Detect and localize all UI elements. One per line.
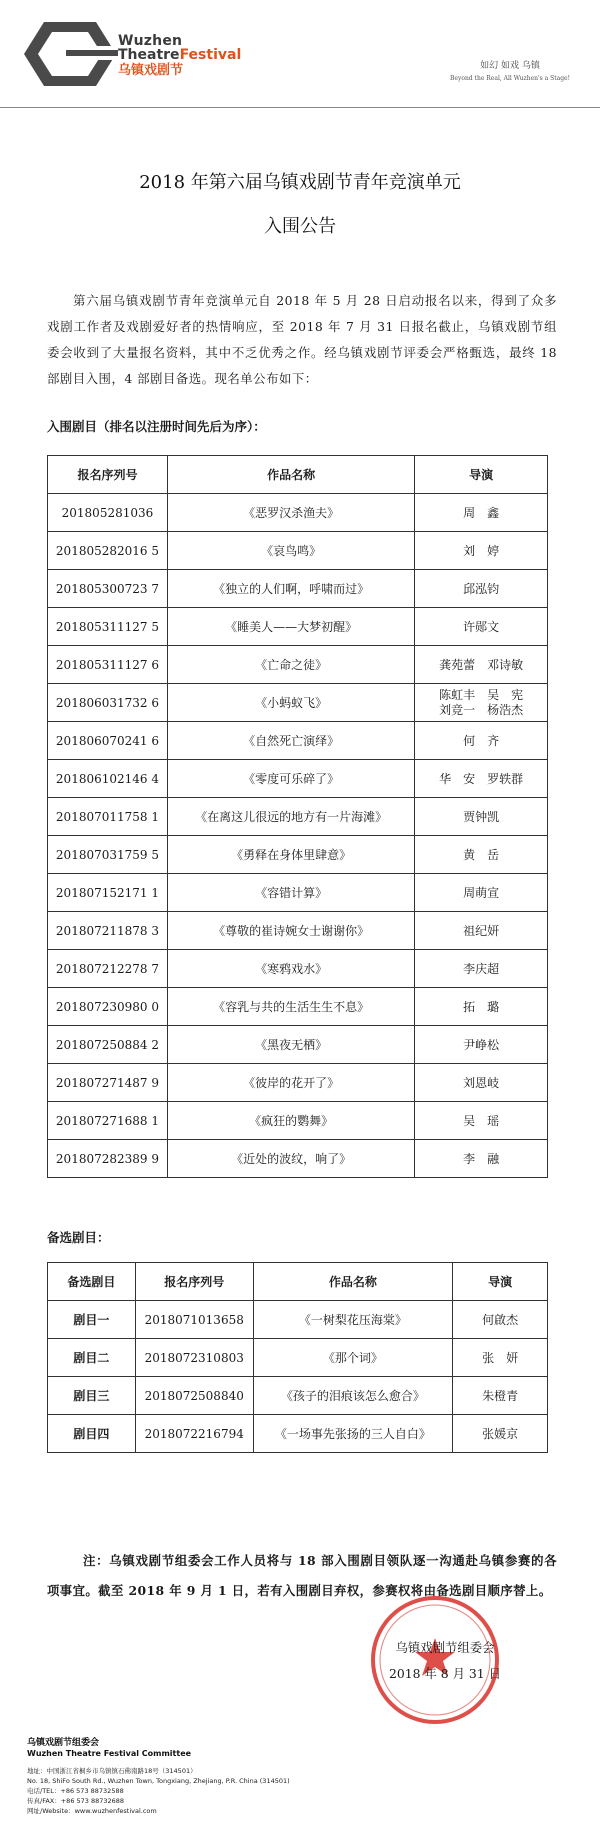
footer-org-cn: 乌镇戏剧节组委会 [27,1738,100,1748]
director-cell: 刘 婷 [415,532,548,570]
slogan [450,58,570,82]
footer-fax: 传真/FAX：+86 573 88732688 [27,1797,125,1805]
footer-org-en: Wuzhen Theatre Festival Committee [27,1749,192,1758]
title-cell: 《容错计算》 [167,874,414,912]
table-row [48,760,548,798]
director-cell: 李庆超 [415,950,548,988]
title-cell: 《勇释在身体里肆意》 [167,836,414,874]
title-cell: 《一树梨花压海棠》 [253,1301,452,1339]
title-cell: 《恶罗汉杀渔夫》 [167,494,414,532]
serial-cell: 201807230980 0 [48,988,168,1026]
slogan-en: Beyond the Real, All Wuzhen's a Stage! [449,75,570,82]
director-cell: 张 妍 [453,1339,548,1377]
header-title: 作品名称 [253,1263,452,1301]
director-cell: 贾钟凯 [415,798,548,836]
alternate-label-cell: 剧目四 [48,1415,136,1453]
title-cell: 《在离这儿很远的地方有一片海滩》 [167,798,414,836]
title-cell: 《容乳与共的生活生生不息》 [167,988,414,1026]
table-row [48,988,548,1026]
table-header-row [48,456,548,494]
title-cell: 《疯狂的鹦舞》 [167,1102,414,1140]
title-cell: 《彼岸的花开了》 [167,1064,414,1102]
serial-cell: 201805311127 6 [48,646,168,684]
table-row [48,798,548,836]
serial-cell: 201805300723 7 [48,570,168,608]
footer [27,1735,290,1816]
director-cell: 张媛京 [453,1415,548,1453]
logo-wordmark [118,34,241,78]
serial-cell: 201807271487 9 [48,1064,168,1102]
table-row [48,836,548,874]
table-row [48,1377,548,1415]
table-row [48,684,548,722]
title-cell: 《近处的波纹，响了》 [167,1140,414,1178]
title-cell: 《自然死亡演绎》 [167,722,414,760]
header-title: 作品名称 [167,456,414,494]
table-row [48,722,548,760]
table-row [48,1102,548,1140]
signature-org: 乌镇戏剧节组委会 [395,1640,495,1655]
director-cell: 邱泓钧 [415,570,548,608]
director-cell: 李 融 [415,1140,548,1178]
director-cell: 朱橙青 [453,1377,548,1415]
footer-website-link[interactable]: 网址/Website：www.wuzhenfestival.com [27,1807,157,1815]
header-serial: 报名序列号 [135,1263,253,1301]
title-cell: 《亡命之徒》 [167,646,414,684]
director-cell: 拓 璐 [415,988,548,1026]
serial-cell: 201807211878 3 [48,912,168,950]
header-serial: 报名序列号 [48,456,168,494]
director-cell: 何 齐 [415,722,548,760]
table-row [48,1064,548,1102]
title-cell: 《睡美人——大梦初醒》 [167,608,414,646]
table-row [48,646,548,684]
director-cell: 黄 岳 [415,836,548,874]
alternate-label-cell: 剧目三 [48,1377,136,1415]
serial-cell: 201807271688 1 [48,1102,168,1140]
table-row [48,1140,548,1178]
header-director: 导演 [453,1263,548,1301]
alternate-label-cell: 剧目一 [48,1301,136,1339]
title-cell: 《一场事先张扬的三人自白》 [253,1415,452,1453]
footer-address-en: No. 18, ShiFo South Rd., Wuzhen Town, Tongxiang, Zhejiang, P.R. China (314501) [27,1777,290,1785]
table-row [48,950,548,988]
director-cell: 何啟杰 [453,1301,548,1339]
note-paragraph: 注：乌镇戏剧节组委会工作人员将与 18 部入围剧目领队逐一沟通赴乌镇参赛的各项事宜。截至 2018 年 9 月 1 日，若有入围剧目弃权，参赛权将由备选剧目顺序替上。 [47,1553,557,1598]
table-row [48,1301,548,1339]
serial-cell: 201807011758 1 [48,798,168,836]
title-cell: 《零度可乐碎了》 [167,760,414,798]
serial-cell: 201806070241 6 [48,722,168,760]
table-row [48,570,548,608]
serial-cell: 2018071013658 [135,1301,253,1339]
table-row [48,1026,548,1064]
director-cell: 吴 瑶 [415,1102,548,1140]
header-alternate: 备选剧目 [48,1263,136,1301]
alternates-label: 备选剧目： [47,1230,110,1245]
logo-line-cn: 乌镇戏剧节 [118,63,184,78]
footer-tel: 电话/TEL：+86 573 88732588 [27,1787,124,1795]
document-subtitle: 入围公告 [264,216,336,237]
serial-cell: 2018072508840 [135,1377,253,1415]
table-row [48,1339,548,1377]
director-cell: 周萌宣 [415,874,548,912]
table-row [48,608,548,646]
director-cell: 许郧文 [415,608,548,646]
table-row [48,1415,548,1453]
director-cell: 龚苑蕾 邓诗敏 [415,646,548,684]
slogan-cn: 如幻 如戏 乌镇 [480,61,540,71]
title-cell: 《寒鸦戏水》 [167,950,414,988]
alternates-table [47,1262,548,1453]
table-row [48,912,548,950]
table-row [48,874,548,912]
director-cell: 周 鑫 [415,494,548,532]
serial-cell: 201807250884 2 [48,1026,168,1064]
title-cell: 《独立的人们啊，呼啸而过》 [167,570,414,608]
finalists-table [47,455,548,1178]
header-director: 导演 [415,456,548,494]
serial-cell: 201807282389 9 [48,1140,168,1178]
alternate-label-cell: 剧目二 [48,1339,136,1377]
festival-logo-icon [22,16,118,92]
footer-address-cn: 地址：中国浙江省桐乡市乌镇镇石佛南路18号（314501） [27,1767,197,1775]
serial-cell: 201807031759 5 [48,836,168,874]
serial-cell: 2018072216794 [135,1415,253,1453]
director-cell: 陈虹丰 吴 宪 刘竞一 杨浩杰 [415,684,548,722]
serial-cell: 201805311127 5 [48,608,168,646]
title-cell: 《尊敬的崔诗婉女士谢谢你》 [167,912,414,950]
logo-line-theatre: Theatre [118,47,180,63]
title-cell: 《哀鸟鸣》 [167,532,414,570]
logo-line-wuzhen: Wuzhen [118,33,183,49]
director-cell: 祖纪妍 [415,912,548,950]
title-cell: 《孩子的泪痕该怎么愈合》 [253,1377,452,1415]
signature-date: 2018 年 8 月 31 日 [388,1666,502,1681]
serial-cell: 2018072310803 [135,1339,253,1377]
serial-cell: 201807212278 7 [48,950,168,988]
table-row [48,532,548,570]
table-header-row [48,1263,548,1301]
title-cell: 《小蚂蚁飞》 [167,684,414,722]
document-title: 2018 年第六届乌镇戏剧节青年竞演单元 [139,172,461,193]
signature-block [370,1635,520,1687]
table-row [48,494,548,532]
finalists-label: 入围剧目（排名以注册时间先后为序）： [47,419,266,434]
logo-line-festival: Festival [179,47,242,63]
letterhead [0,0,600,108]
header-divider [0,107,600,108]
serial-cell: 201806031732 6 [48,684,168,722]
director-cell: 尹峥松 [415,1026,548,1064]
intro-paragraph: 第六届乌镇戏剧节青年竞演单元自 2018 年 5 月 28 日启动报名以来，得到了众多戏剧工作者及戏剧爱好者的热情响应，至 2018 年 7 月 31 日报名截止，乌镇戏剧节组委会收到了大量报名资料，其中不乏优秀之作。经乌镇戏剧节评委会严格甄选，最终 18 部剧目入围，4 部剧目备选。现名单公布如下： [47,293,557,386]
serial-cell: 201807152171 1 [48,874,168,912]
title-cell: 《黑夜无栖》 [167,1026,414,1064]
director-cell: 华 安 罗轶群 [415,760,548,798]
serial-cell: 201806102146 4 [48,760,168,798]
title-cell: 《那个词》 [253,1339,452,1377]
serial-cell: 201805281036 [48,494,168,532]
director-cell: 刘恩岐 [415,1064,548,1102]
serial-cell: 201805282016 5 [48,532,168,570]
